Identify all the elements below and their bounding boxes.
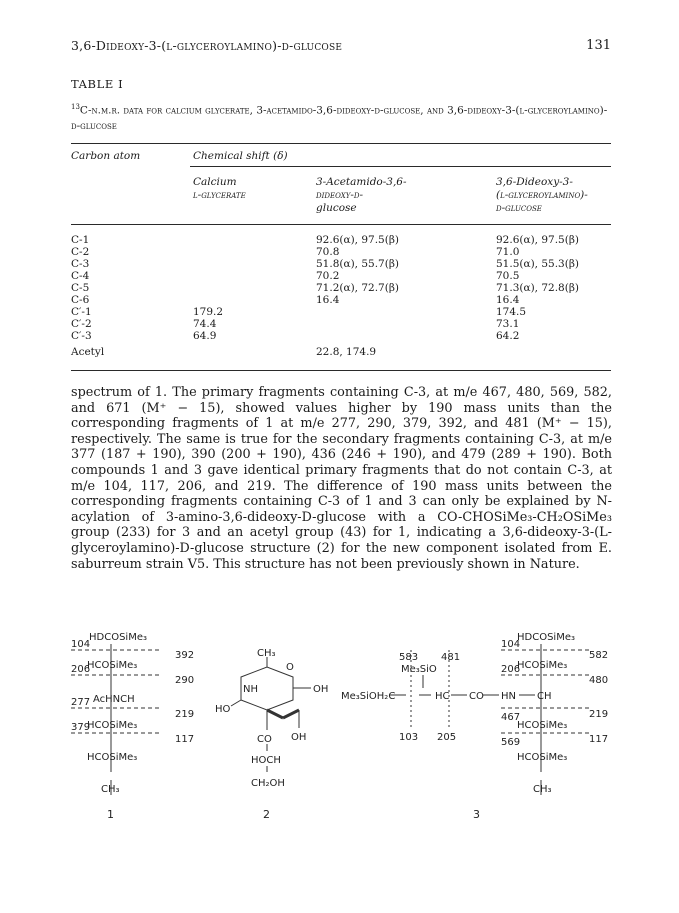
- compound1-label: 1: [107, 808, 114, 821]
- cell-acetamido: 51.8(α), 55.7(β): [316, 258, 399, 270]
- cell-atom: C-1: [71, 234, 90, 246]
- compound3-chain: HC: [435, 691, 450, 702]
- compound3-fragment: 467: [501, 712, 521, 723]
- compound2-atom: NH: [243, 684, 258, 695]
- cell-glyceroyl: 64.2: [496, 330, 520, 342]
- cell-glyceroyl: 174.5: [496, 306, 527, 318]
- compound2-atom: CO: [257, 734, 272, 745]
- running-head: [71, 38, 611, 58]
- subheader-calcium-line1: Calcium: [193, 176, 237, 188]
- body-paragraph-text: spectrum of 1. The primary fragments containing C-3, at m/e 467, 480, 569, 582, and 671 (M⁺ − 15), showed values higher by 190 mass units than the corresponding fragments of 1 at m/e 277, 290, 379, 392, and 481 (M⁺ − 15), respectively. The same is true for the secondary fragments containing C-3, at m/e 377 (187 + 190), 390 (200 + 190), 436 (246 + 190), and 479 (289 + 190). Both compounds 1 and 3 gave identical primary fragments that do not contain C-3, at m/e 104, 117, 206, and 219. The difference of 190 mass units between the corresponding fragments containing C-3 of 1 and 3 can only be explained by N-acylation of 3-amino-3,6-dideoxy-D-glucose with a CO-CHOSiMe₃-CH₂OSiMe₃ group (233) for 3 and an acetyl group (43) for 1, indicating a 3,6-dideoxy-3-(L-glyceroylamino)-D-glucose structure (2) for the new component isolated from E. saburreum strain V5. This structure has not been previously shown in Nature.: [71, 385, 612, 572]
- compound1-fragment: 277: [71, 697, 91, 708]
- cell-glyceroyl: 16.4: [496, 294, 520, 306]
- page-number: 131: [586, 38, 611, 53]
- compound1-fragment: 104: [71, 639, 91, 650]
- subheader-acetamido-line1: 3-Acetamido-3,6-: [316, 176, 407, 188]
- running-head-title: 3,6-Dideoxy-3-(l-glyceroylamino)-d-glucose: [71, 38, 343, 53]
- compound2-atom: OH: [313, 684, 329, 695]
- compound1-fragment: 379: [71, 722, 91, 733]
- header-chemical-shift: Chemical shift (δ): [193, 150, 288, 162]
- cell-calcium: 179.2: [193, 306, 224, 318]
- cell-glyceroyl: 51.5(α), 55.3(β): [496, 258, 579, 270]
- subheader-acetamido: [316, 176, 407, 215]
- table-top-rule: [71, 143, 611, 144]
- cell-acetamido: 92.6(α), 97.5(β): [316, 234, 399, 246]
- compound3-chain: CO: [469, 691, 484, 702]
- body-paragraph: [71, 385, 612, 572]
- cell-glyceroyl: 71.0: [496, 246, 520, 258]
- compound3-fragment: 481: [441, 652, 461, 663]
- compound3-chain-sub: Me₃SiO: [401, 664, 437, 675]
- shift-header-rule: [190, 166, 611, 167]
- compound1-fragment: 219: [175, 709, 195, 720]
- structures-svg: [71, 620, 612, 900]
- compound3-fragment: 104: [501, 639, 521, 650]
- cell-atom: C′-3: [71, 330, 92, 342]
- cell-atom: C′-1: [71, 306, 92, 318]
- header-carbon-atom: Carbon atom: [71, 150, 141, 162]
- compound2-atom: CH₃: [257, 648, 276, 659]
- subheader-glyceroyl: [496, 176, 588, 215]
- caption-isotope: 13: [71, 103, 80, 111]
- compound3-fragment: 103: [399, 732, 419, 743]
- compound2-atom: HO: [215, 704, 231, 715]
- compound3-fragment: 569: [501, 737, 521, 748]
- cell-acetamido: 22.8, 174.9: [316, 346, 377, 358]
- cell-atom: C′-2: [71, 318, 92, 330]
- compound1-group: CH₃: [101, 784, 120, 795]
- cell-acetamido: 70.8: [316, 246, 340, 258]
- table-bottom-rule: [71, 370, 611, 371]
- compound1-fragment: 392: [175, 650, 195, 661]
- compound1-fragment: 290: [175, 675, 195, 686]
- compound3-chain: Me₃SiOH₂C: [341, 691, 396, 702]
- compound3-group: HCOSiMe₃: [517, 660, 568, 671]
- cell-atom: C-3: [71, 258, 90, 270]
- cell-acetamido: 71.2(α), 72.7(β): [316, 282, 399, 294]
- structures-figure: [71, 620, 612, 900]
- cell-atom: C-2: [71, 246, 90, 258]
- subheader-calcium: [193, 176, 246, 202]
- cell-acetamido: 16.4: [316, 294, 340, 306]
- compound3-label: 3: [473, 808, 480, 821]
- cell-atom: C-4: [71, 270, 90, 282]
- compound3-fragment: 480: [589, 675, 609, 686]
- compound1-group: HDCOSiMe₃: [89, 632, 147, 643]
- cell-calcium: 74.4: [193, 318, 217, 330]
- subheader-glyceroyl-line3: d-glucose: [496, 202, 542, 214]
- compound3-group: CH₃: [533, 784, 552, 795]
- compound3-group: CH: [537, 691, 552, 702]
- subheader-acetamido-line3: glucose: [316, 202, 357, 214]
- compound1-group: HCOSiMe₃: [87, 660, 138, 671]
- compound1-group: AcHNCH: [93, 694, 135, 705]
- cell-glyceroyl: 92.6(α), 97.5(β): [496, 234, 579, 246]
- cell-glyceroyl: 73.1: [496, 318, 520, 330]
- caption-text: C-n.m.r. data for calcium glycerate, 3-acetamido-3,6-dideoxy-d-glucose, and 3,6-dideoxy-3-(l-glyceroylamino)-d-glucose: [71, 104, 608, 132]
- compound3-group: HCOSiMe₃: [517, 720, 568, 731]
- cell-atom: C-5: [71, 282, 90, 294]
- compound3-fragment: 206: [501, 664, 521, 675]
- compound2-atom: OH: [291, 732, 307, 743]
- cell-atom: C-6: [71, 294, 90, 306]
- compound3-fragment: 205: [437, 732, 457, 743]
- compound3-group: HDCOSiMe₃: [517, 632, 575, 643]
- compound3-fragment: 117: [589, 734, 609, 745]
- subheader-acetamido-line2: dideoxy-d-: [316, 189, 364, 201]
- compound3-fragment: 582: [589, 650, 609, 661]
- cell-glyceroyl: 70.5: [496, 270, 520, 282]
- cell-calcium: 64.9: [193, 330, 217, 342]
- header-bottom-rule: [71, 224, 611, 225]
- compound1-group: HCOSiMe₃: [87, 720, 138, 731]
- compound3-fragment: 583: [399, 652, 419, 663]
- compound3-chain: HN: [501, 691, 516, 702]
- cell-glyceroyl: 71.3(α), 72.8(β): [496, 282, 579, 294]
- subheader-glyceroyl-line2: (l-glyceroylamino)-: [496, 189, 588, 201]
- compound2-atom: HOCH: [251, 755, 281, 766]
- compound3-fragment: 219: [589, 709, 609, 720]
- compound1-group: HCOSiMe₃: [87, 752, 138, 763]
- subheader-calcium-line2: l-glycerate: [193, 189, 246, 201]
- compound2-label: 2: [263, 808, 270, 821]
- compound2-atom: O: [286, 662, 294, 673]
- subheader-glyceroyl-line1: 3,6-Dideoxy-3-: [496, 176, 573, 188]
- cell-acetamido: 70.2: [316, 270, 340, 282]
- compound1-fragment: 206: [71, 664, 91, 675]
- compound3-group: HCOSiMe₃: [517, 752, 568, 763]
- cell-atom: Acetyl: [71, 346, 105, 358]
- table-label: TABLE I: [71, 77, 124, 91]
- table-caption: [71, 100, 611, 134]
- compound1-fragment: 117: [175, 734, 195, 745]
- compound2-atom: CH₂OH: [251, 778, 285, 789]
